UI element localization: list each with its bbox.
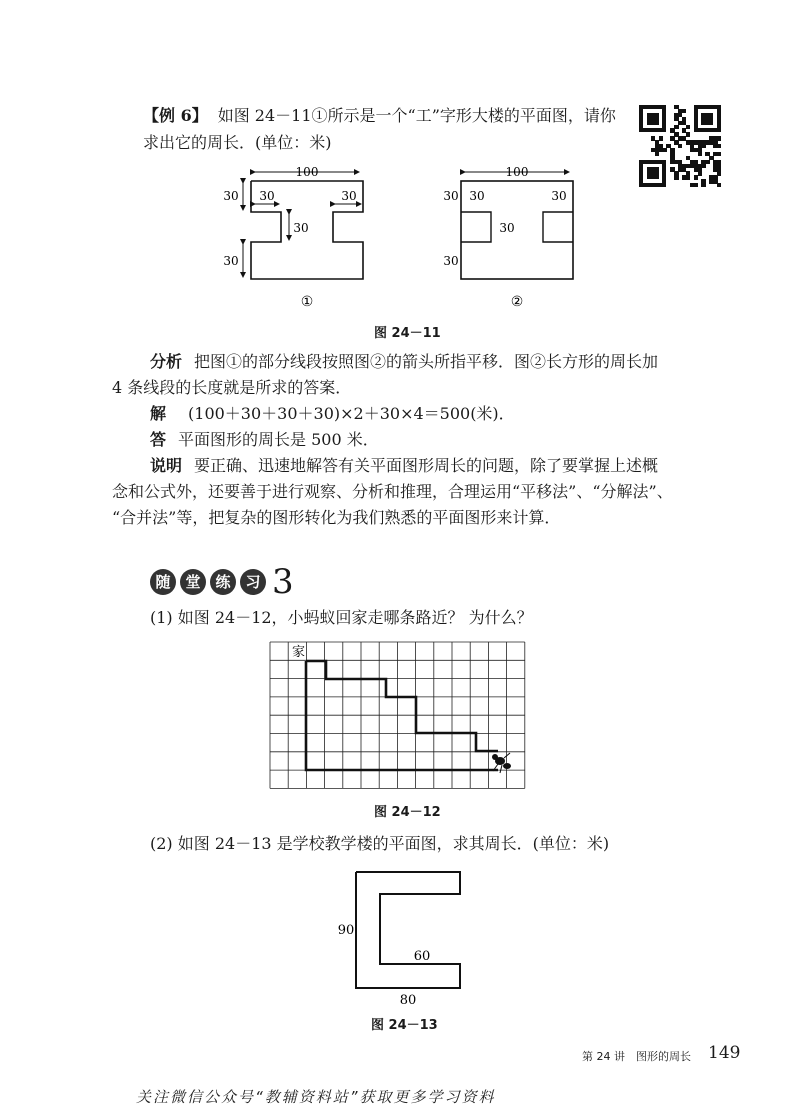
practice-char: 练 [210,569,236,595]
answer-line: 答 平面图形的周长是 500 米． [150,430,379,449]
qr-finder [701,113,713,125]
dim-top-label: 100 [295,165,319,179]
qr-module [686,175,690,179]
dim-top-label-2: 100 [505,165,529,179]
qr-module [698,152,702,156]
qr-module [701,183,705,187]
practice-char: 堂 [180,569,206,595]
qr-module [678,144,682,148]
c-shape-outline [356,872,460,988]
left-dimension-label: 90 [337,923,355,938]
inner-dimension-label: 60 [413,949,431,964]
practice-number: 3 [272,562,294,602]
path-upper [306,661,498,751]
dim-middle-label-2: 30 [499,221,515,235]
dim-left-top-label: 30 [223,189,239,203]
qr-module [717,136,721,140]
dim-inner-right-label-2: 30 [551,189,567,203]
dim-inner-left-label-2: 30 [469,189,485,203]
page-number: 149 [708,1043,741,1063]
qr-module [701,144,705,148]
figure-label-2: ② [510,294,524,310]
note-line-1: 说明 要正确、迅速地解答有关平面图形周长的问题，除了要掌握上述概 [150,456,659,475]
figure-24-12-caption: 图 24－12 [374,805,441,820]
figure-24-11-caption: 图 24－11 [374,326,441,341]
analysis-line-2: 4 条线段的长度就是所求的答案． [112,378,352,397]
figure-label-1: ① [300,294,314,310]
example-tag: 【例 6】 [143,106,208,125]
note-line-2: 念和公式外，还要善于进行观察、分析和推理，合理运用“平移法”、“分解法”、 [112,482,673,501]
question-2: (2) 如图 24－13 是学校教学楼的平面图，求其周长．(单位：米) [150,834,610,853]
qr-module [686,132,690,136]
figure-24-13-caption: 图 24－13 [371,1018,438,1033]
practice-heading [150,562,294,602]
qr-finder [647,113,659,125]
qr-module [662,148,666,152]
qr-module [694,183,698,187]
qr-module [717,152,721,156]
qr-module [701,164,705,168]
note-tag: 说明 [150,456,183,475]
qr-module [694,175,698,179]
figure-24-11 [215,160,575,320]
analysis-tag: 分析 [150,352,183,371]
qr-module [674,125,678,129]
lecture-title: 第 24 讲 图形的周长 [582,1050,691,1063]
qr-module [717,171,721,175]
qr-module [674,175,678,179]
qr-module [686,125,690,129]
dim-inner-right-label: 30 [341,189,357,203]
practice-char: 习 [240,569,266,595]
dim-left-top-label-2: 30 [443,189,459,203]
qr-module [717,183,721,187]
dim-left-bottom-label-2: 30 [443,254,459,268]
bottom-dimension-label: 80 [399,993,417,1008]
analysis-line-1: 分析 把图①的部分线段按照图②的箭头所指平移．图②长方形的周长加 [150,352,659,371]
home-label: 家 [292,645,306,660]
solution-tag: 解 [150,404,167,423]
qr-module [705,160,709,164]
dim-left-bottom-label: 30 [223,254,239,268]
qr-module [717,144,721,148]
bottom-promo-text: 关注微信公众号“教辅资料站”获取更多学习资料 [136,1088,496,1106]
qr-module [655,152,659,156]
question-1: (1) 如图 24－12，小蚂蚁回家走哪条路近？ 为什么？ [150,608,533,627]
example-line-2: 求出它的周长．(单位：米) [143,133,332,152]
qr-finder [647,167,659,179]
note-line-3: “合并法”等，把复杂的图形转化为我们熟悉的平面图形来计算． [112,508,561,527]
dim-inner-left-label: 30 [259,189,275,203]
moved-segment-left [461,212,491,242]
qr-module [659,136,663,140]
qr-code [639,105,721,187]
figure-24-13 [330,868,480,1010]
dim-middle-label: 30 [293,221,309,235]
solution-line: 解 (100＋30＋30＋30)×2＋30×4＝500(米)． [150,404,515,423]
qr-module [698,171,702,175]
example-line-1: 【例 6】 如图 24－11①所示是一个“工”字形大楼的平面图，请你 [143,106,616,125]
answer-tag: 答 [150,430,167,449]
qr-module [682,109,686,113]
grid [270,642,525,788]
practice-char: 随 [150,569,176,595]
moved-segment-right [543,212,573,242]
figure-24-12 [268,640,532,792]
